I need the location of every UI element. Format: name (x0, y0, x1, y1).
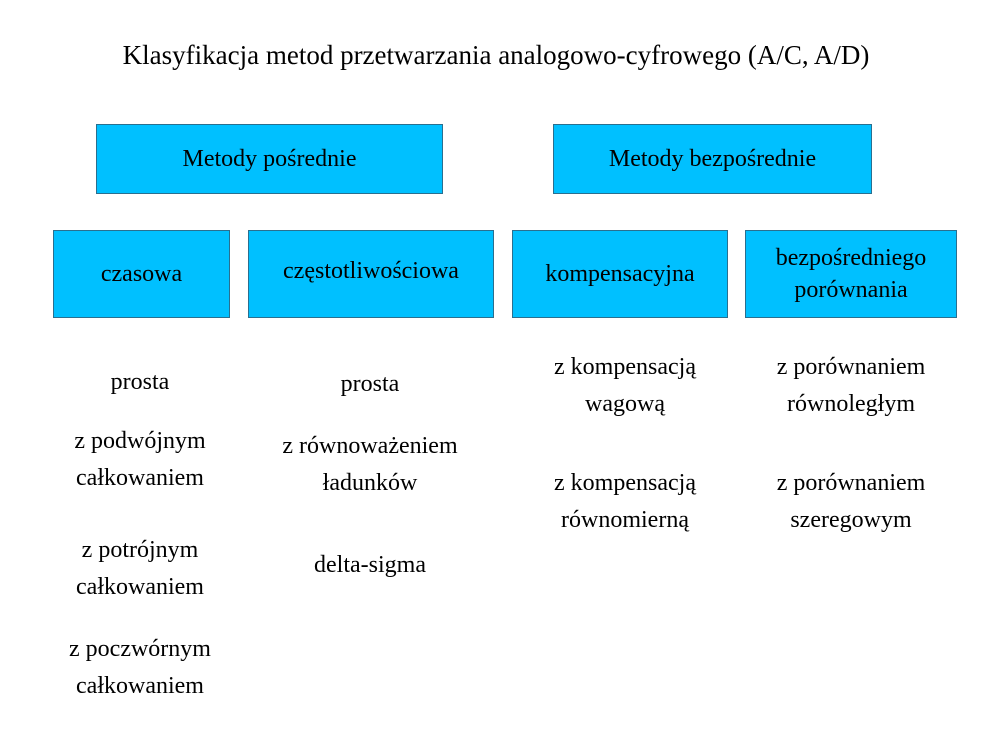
category-label-compensation: kompensacyjna (545, 261, 695, 287)
method-item-time-double-integration: z podwójnym całkowaniem (74, 428, 206, 491)
group-label-indirect-methods: Metody pośrednie (182, 146, 357, 172)
category-label-direct-comparison-line1: bezpośredniego (775, 245, 927, 271)
category-box-direct-comparison (745, 230, 957, 318)
category-box-time (53, 230, 230, 318)
category-box-frequency (248, 230, 494, 318)
group-box-direct-methods (553, 124, 872, 194)
category-box-compensation (512, 230, 728, 318)
category-label-direct-comparison-line2: porównania (794, 277, 908, 303)
diagram-title: Klasyfikacja metod przetwarzania analogowo-cyfrowego (A/C, A/D) (122, 40, 870, 70)
method-item-frequency-simple: prosta (340, 371, 400, 397)
method-item-frequency-delta-sigma: delta-sigma (314, 552, 426, 578)
method-item-frequency-charge-balancing: z równoważeniem ładunków (282, 433, 458, 496)
method-item-compensation-weighted: z kompensacją wagową (554, 354, 696, 417)
method-item-comparison-serial: z porównaniem szeregowym (776, 470, 926, 533)
method-item-comparison-parallel: z porównaniem równoległym (776, 354, 926, 417)
group-label-direct-methods: Metody bezpośrednie (608, 146, 817, 172)
method-item-time-quadruple-integration: z poczwórnym całkowaniem (69, 636, 211, 699)
category-label-frequency: częstotliwościowa (283, 258, 459, 284)
group-box-indirect-methods (96, 124, 443, 194)
category-label-time: czasowa (100, 261, 183, 287)
method-item-time-triple-integration: z potrójnym całkowaniem (76, 537, 204, 600)
method-item-time-simple: prosta (110, 369, 170, 395)
method-item-compensation-uniform: z kompensacją równomierną (554, 470, 696, 533)
